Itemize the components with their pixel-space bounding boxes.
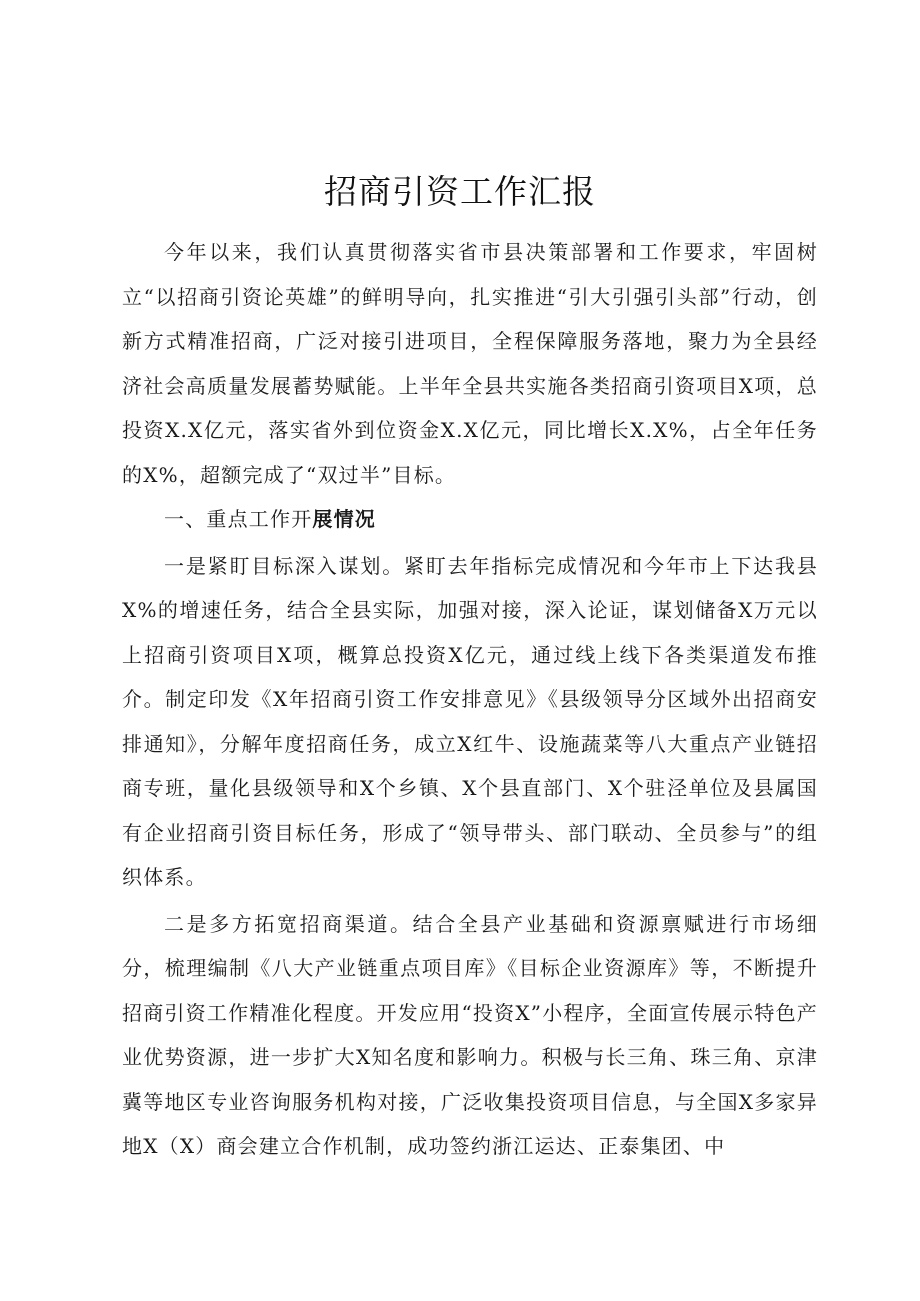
section-heading-part1: 一、重点工作开 [164, 507, 313, 531]
document-title: 招商引资工作汇报 [324, 172, 596, 211]
paragraph-goal-planning [122, 544, 818, 900]
paragraph-channels [122, 902, 818, 1169]
paragraph-body: 结合全县产业基础和资源禀赋进行市场细分，梳理编制《八大产业链重点项目库》《目标企业资源库》等，不断提升招商引资工作精准化程度。开发应用“投资X”小程序，全面宣传展示特色产业优势资源，进一步扩大X知名度和影响力。积极与长三角、珠三角、京津冀等地区专业咨询服务机构对接，广泛收集投资项目信息，与全国X多家异地X（X）商会建立合作机制，成功签约浙江运达、正泰集团、中 [122, 911, 819, 1158]
section-heading-part2: 展情况 [312, 507, 377, 531]
section-heading [122, 497, 818, 542]
paragraph-lead: 一是紧盯目标深入谋划。 [164, 553, 405, 578]
document-body [122, 230, 818, 1169]
paragraph-body: 紧盯去年指标完成情况和今年市上下达我县X%的增速任务，结合全县实际，加强对接，深入论证，谋划储备X万元以上招商引资项目X项，概算总投资X亿元，通过线上线下各类渠道发布推介。制定印发《X年招商引资工作安排意见》《县级领导分区域外出招商安排通知》，分解年度招商任务，成立X红牛、设施蔬菜等八大重点产业链招商专班，量化县级领导和X个乡镇、X个县直部门、X个驻泾单位及县属国有企业招商引资目标任务，形成了“领导带头、部门联动、全员参与”的组织体系。 [122, 553, 818, 889]
paragraph-lead: 二是多方拓宽招商渠道。 [164, 911, 413, 936]
intro-paragraph: 今年以来，我们认真贯彻落实省市县决策部署和工作要求，牢固树立“以招商引资论英雄”的鲜明导向，扎实推进“引大引强引头部”行动，创新方式精准招商，广泛对接引进项目，全程保障服务落地，聚力为全县经济社会高质量发展蓄势赋能。上半年全县共实施各类招商引资项目X项，总投资X.X亿元，落实省外到位资金X.X亿元，同比增长X.X%，占全年任务的X%，超额完成了“双过半”目标。 [122, 240, 818, 487]
